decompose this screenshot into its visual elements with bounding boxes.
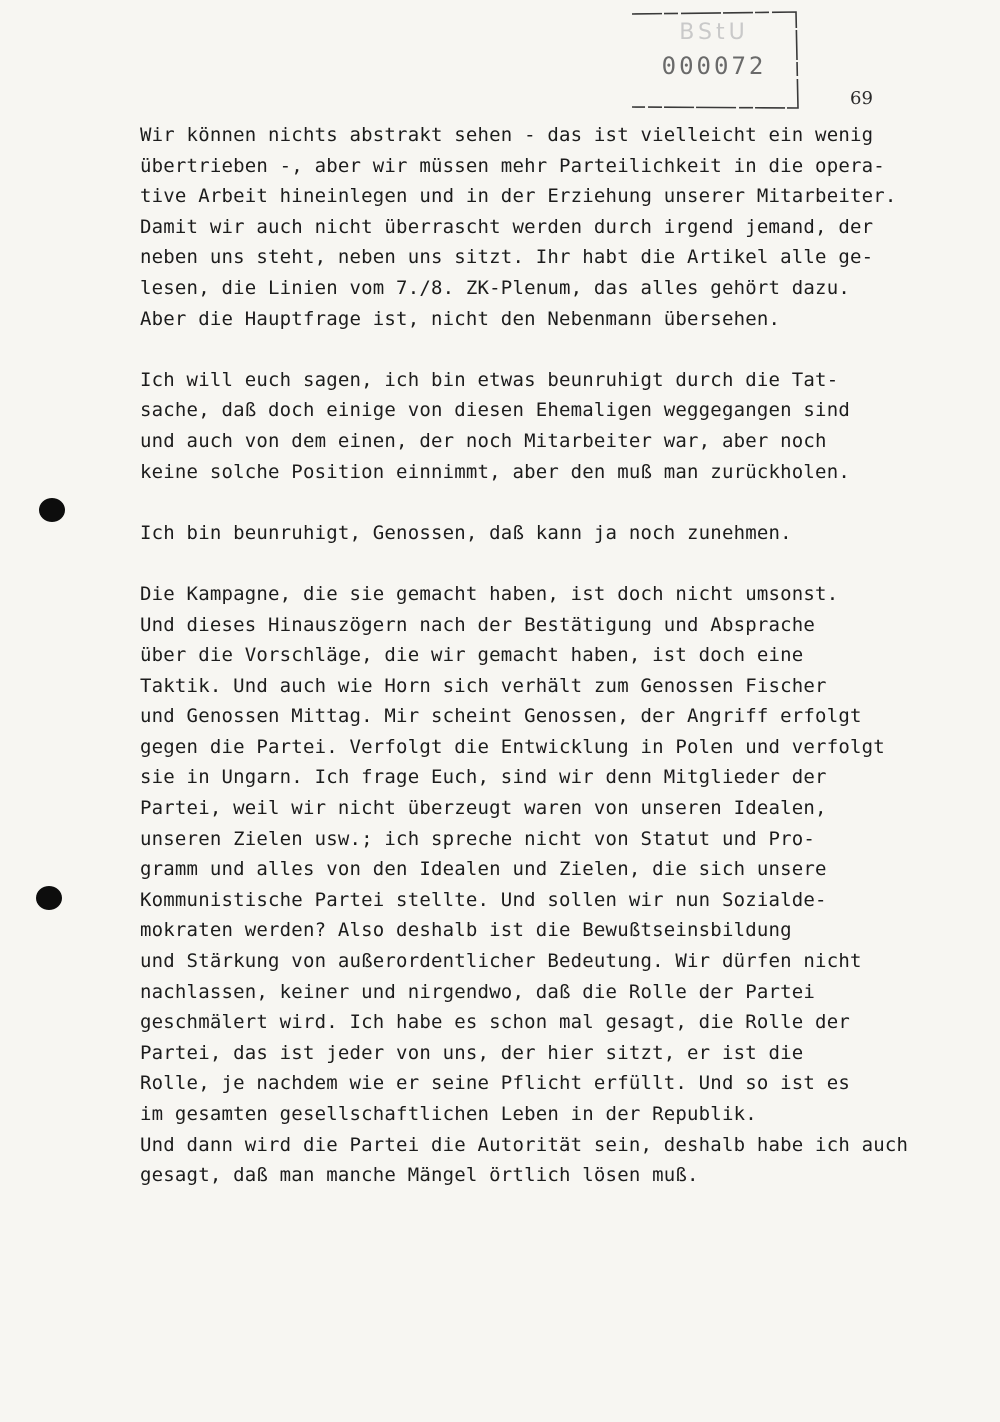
punch-hole-upper: [39, 498, 65, 522]
text-line: mokraten werden? Also deshalb ist die Bewußtseinsbildung: [140, 919, 792, 942]
text-line: Die Kampagne, die sie gemacht haben, ist doch nicht umsonst.: [140, 582, 839, 605]
text-line: und Genossen Mittag. Mir scheint Genossen, der Angriff erfolgt: [140, 705, 862, 728]
text-line: Rolle, je nachdem wie er seine Pflicht erfüllt. Und so ist es: [140, 1072, 850, 1095]
text-line: lesen, die Linien vom 7./8. ZK-Plenum, das alles gehört dazu.: [140, 276, 850, 299]
text-line: Taktik. Und auch wie Horn sich verhält zum Genossen Fischer: [140, 674, 827, 697]
stamp-agency: BStU: [679, 20, 749, 45]
text-line: gegen die Partei. Verfolgt die Entwicklung in Polen und verfolgt: [140, 735, 885, 758]
archive-stamp: [628, 10, 800, 110]
text-line: tive Arbeit hineinlegen und in der Erziehung unserer Mitarbeiter.: [140, 185, 897, 208]
text-line: Partei, weil wir nicht überzeugt waren von unseren Idealen,: [140, 797, 827, 820]
text-line: Und dieses Hinauszögern nach der Bestätigung und Absprache: [140, 613, 816, 636]
text-line: Kommunistische Partei stellte. Und sollen wir nun Sozialde-: [140, 888, 827, 911]
text-line: Ich bin beunruhigt, Genossen, daß kann ja noch zunehmen.: [140, 521, 792, 544]
text-line: im gesamten gesellschaftlichen Leben in der Republik.: [140, 1103, 757, 1125]
text-line: unseren Zielen usw.; ich spreche nicht von Statut und Pro-: [140, 827, 816, 850]
text-line: Damit wir auch nicht überrascht werden durch irgend jemand, der: [140, 215, 874, 238]
text-line: Partei, das ist jeder von uns, der hier sitzt, er ist die: [140, 1041, 804, 1064]
text-line: gramm und alles von den Idealen und Zielen, die sich unsere: [140, 858, 827, 881]
stamp-number: 000072: [661, 52, 767, 80]
paragraph-1: [140, 120, 960, 334]
text-line: Ich will euch sagen, ich bin etwas beunruhigt durch die Tat-: [140, 368, 839, 391]
text-line: keine solche Position einnimmt, aber den muß man zurückholen.: [140, 460, 850, 483]
text-line: geschmälert wird. Ich habe es schon mal gesagt, die Rolle der: [140, 1011, 850, 1034]
punch-hole-lower: [36, 886, 62, 910]
text-line: Wir können nichts abstrakt sehen - das ist vielleicht ein wenig: [140, 124, 874, 146]
text-line: sache, daß doch einige von diesen Ehemaligen weggegangen sind: [140, 399, 850, 422]
text-line: nachlassen, keiner und nirgendwo, daß die Rolle der Partei: [140, 980, 816, 1003]
paragraph-3: [140, 518, 960, 549]
page-number: 69: [850, 88, 873, 109]
text-line: neben uns steht, neben uns sitzt. Ihr habt die Artikel alle ge-: [140, 246, 874, 269]
document-body: [140, 120, 960, 1221]
text-line: übertrieben -, aber wir müssen mehr Parteilichkeit in die opera-: [140, 154, 885, 177]
paragraph-4: [140, 579, 960, 1191]
text-line: gesagt, daß man manche Mängel örtlich lösen muß.: [140, 1164, 699, 1187]
text-line: sie in Ungarn. Ich frage Euch, sind wir denn Mitglieder der: [140, 766, 827, 789]
text-line: Und dann wird die Partei die Autorität sein, deshalb habe ich auch: [140, 1133, 909, 1156]
text-line: Aber die Hauptfrage ist, nicht den Nebenmann übersehen.: [140, 307, 781, 330]
text-line: und auch von dem einen, der noch Mitarbeiter war, aber noch: [140, 429, 827, 452]
text-line: und Stärkung von außerordentlicher Bedeutung. Wir dürfen nicht: [140, 950, 862, 973]
text-line: über die Vorschläge, die wir gemacht haben, ist doch eine: [140, 644, 804, 667]
paragraph-2: [140, 365, 960, 487]
